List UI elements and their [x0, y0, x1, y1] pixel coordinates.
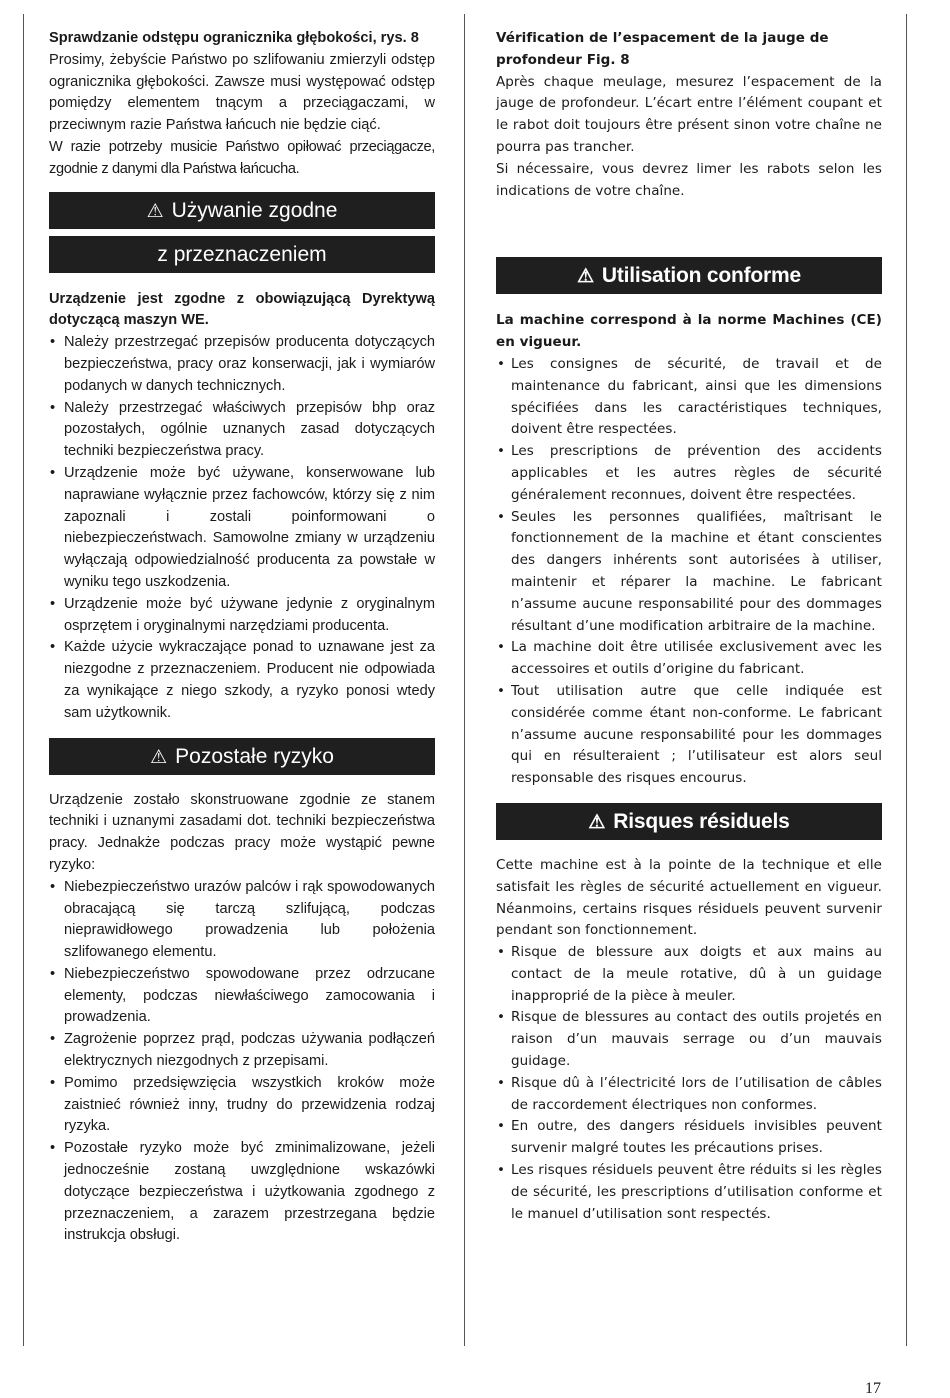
page-number: 17 — [865, 1380, 881, 1397]
list-item: • Pozostałe ryzyko może być zminimalizowane, jeżeli jednocześnie zostaną uwzględnione wskazówki dotyczące bezpieczeństwa i użytkowania zgodnego z przeznaczeniem, a zarazem przestrzegana będzie instrukcja obsługi. — [49, 1138, 435, 1247]
list-item: • Seules les personnes qualifiées, maîtrisant le fonctionnement de la machine et étant conscientes des dangers inhérents sont autorisées à utiliser, maintenir et réparer la machine. Le fabricant n’assume aucune responsabilité pour des dommages résultant d’une modification arbitraire de la machine. — [496, 507, 882, 638]
list-item: • Zagrożenie poprzez prąd, podczas używania podłączeń elektrycznych niezgodnych z przepisami. — [49, 1029, 435, 1073]
intended-use-list — [49, 332, 435, 724]
residual-risk-list — [49, 877, 435, 1248]
depth-gauge-heading: Vérification de l’espacement de la jauge de profondeur Fig. 8 — [496, 30, 829, 68]
depth-gauge-paragraph: Prosimy, żebyście Państwo po szlifowaniu zmierzyli odstęp ogranicznika głębokości. Zawsze musi występować odstęp pomiędzy elementem tnącym a przeciągaczami, w przeciwnym razie Państwa łańcuch nie będzie ciąć. — [49, 51, 435, 134]
warning-triangle-icon: ⚠ — [146, 200, 164, 222]
list-item: • Należy przestrzegać przepisów producenta dotyczących bezpieczeństwa, pracy oraz konserwacji, jak i wymiarów podanych w danych technicznych. — [49, 332, 435, 397]
list-item: • Urządzenie może być używane, konserwowane lub naprawiane wyłącznie przez fachowców, którzy się z nim zapoznali i zostali poinformowani o niebezpieczeństwach. Samowolne zmiany w urządzeniu wyłączają odpowiedzialność producenta za powstałe w wyniku tego uszkodzenia. — [49, 463, 435, 594]
list-item: • Les prescriptions de prévention des accidents applicables et les autres règles de sécurité généralement reconnues, doivent être respectées. — [496, 441, 882, 506]
polish-column — [49, 28, 435, 1247]
residual-risk-lead: Urządzenie zostało skonstruowane zgodnie ze stanem techniki i uznanymi zasadami dot. techniki bezpieczeństwa pracy. Jednakże podczas pracy może wystąpić pewne ryzyko: — [49, 791, 435, 873]
intended-use-banner-title-2: z przeznaczeniem — [157, 242, 327, 266]
warning-triangle-icon: ⚠ — [577, 266, 594, 288]
residual-risk-banner-title: Pozostałe ryzyko — [175, 744, 334, 768]
list-item: • Pomimo przedsięwzięcia wszystkich kroków może zaistnieć również inny, trudny do przewidzenia rodzaj ryzyka. — [49, 1073, 435, 1138]
intended-use-banner-line2 — [49, 236, 435, 273]
residual-risk-list — [496, 942, 882, 1225]
intended-use-banner — [49, 192, 435, 229]
depth-gauge-paragraph: Après chaque meulage, mesurez l’espacement de la jauge de profondeur. L’écart entre l’élément coupant et le rabot doit toujours être présent sinon votre chaîne ne pourra pas trancher. — [496, 73, 882, 155]
list-item: • Les consignes de sécurité, de travail et de maintenance du fabricant, ainsi que les dimensions spécifiées dans les caractéristiques techniques, doivent être respectées. — [496, 354, 882, 441]
intended-use-list — [496, 354, 882, 790]
residual-risk-banner — [49, 738, 435, 775]
warning-triangle-icon: ⚠ — [588, 811, 606, 833]
residual-risk-banner-title: Risques résiduels — [613, 809, 790, 833]
depth-gauge-paragraph-2: W razie potrzeby musicie Państwo opiłować przeciągacze, zgodnie z danymi dla Państwa łańcucha. — [49, 138, 435, 177]
residual-risk-banner — [496, 803, 882, 840]
list-item: • Risque de blessures au contact des outils projetés en raison d’un mauvais serrage ou d’un mauvais guidage. — [496, 1007, 882, 1072]
list-item: • La machine doit être utilisée exclusivement avec les accessoires et outils d’origine du fabricant. — [496, 637, 882, 681]
list-item: • Należy przestrzegać właściwych przepisów bhp oraz pozostałych, ogólnie uznanych zasad dotyczących techniki bezpieczeństwa pracy. — [49, 398, 435, 463]
left-border-rule — [23, 14, 24, 1346]
list-item: • Urządzenie może być używane jedynie z oryginalnym osprzętem i oryginalnymi narzędziami producenta. — [49, 594, 435, 638]
list-item: • En outre, des dangers résiduels invisibles peuvent survenir malgré toutes les précautions prises. — [496, 1116, 882, 1160]
column-divider-rule — [464, 14, 465, 1346]
depth-gauge-heading: Sprawdzanie odstępu ogranicznika głębokości, rys. 8 — [49, 30, 419, 46]
intended-use-banner — [496, 257, 882, 294]
residual-risk-lead: Cette machine est à la pointe de la technique et elle satisfait les règles de sécurité actuellement en vigueur. Néanmoins, certains risques résiduels peuvent survenir pendant son fonctionnement. — [496, 856, 882, 939]
intended-use-banner-title: Używanie zgodne — [171, 198, 338, 222]
list-item: • Risque de blessure aux doigts et aux mains au contact de la meule rotative, dû à un guidage inapproprié de la pièce à meuler. — [496, 942, 882, 1007]
french-column — [496, 28, 882, 1225]
depth-gauge-paragraph-2: Si nécessaire, vous devrez limer les rabots selon les indications de votre chaîne. — [496, 160, 882, 199]
right-border-rule — [906, 14, 907, 1346]
intended-use-lead: Urządzenie jest zgodne z obowiązującą Dyrektywą dotyczącą maszyn WE. — [49, 290, 435, 329]
intended-use-banner-title: Utilisation conforme — [601, 264, 801, 288]
list-item: • Les risques résiduels peuvent être réduits si les règles de sécurité, les prescriptions d’utilisation conforme et le manuel d’utilisation sont respectés. — [496, 1160, 882, 1225]
list-item: • Każde użycie wykraczające ponad to uznawane jest za niezgodne z przeznaczeniem. Producent nie odpowiada za wynikające z niego szkody, a ryzyko ponosi wtedy sam użytkownik. — [49, 637, 435, 724]
list-item: • Niebezpieczeństwo spowodowane przez odrzucane elementy, podczas niewłaściwego zamocowania i prowadzenia. — [49, 964, 435, 1029]
intended-use-lead: La machine correspond à la norme Machines (CE) en vigueur. — [496, 312, 882, 351]
list-item: • Tout utilisation autre que celle indiquée est considérée comme étant non-conforme. Le fabricant n’assume aucune responsabilité pour les dommages qui en résulteraient ; l’utilisateur est alors seul responsable des risques encourus. — [496, 681, 882, 790]
list-item: • Niebezpieczeństwo urazów palców i rąk spowodowanych obracającą się tarczą szlifującą, podczas nieprawidłowego prowadzenia lub położenia szlifowanego elementu. — [49, 877, 435, 964]
warning-triangle-icon: ⚠ — [150, 746, 168, 768]
list-item: • Risque dû à l’électricité lors de l’utilisation de câbles de raccordement électriques non conformes. — [496, 1073, 882, 1117]
